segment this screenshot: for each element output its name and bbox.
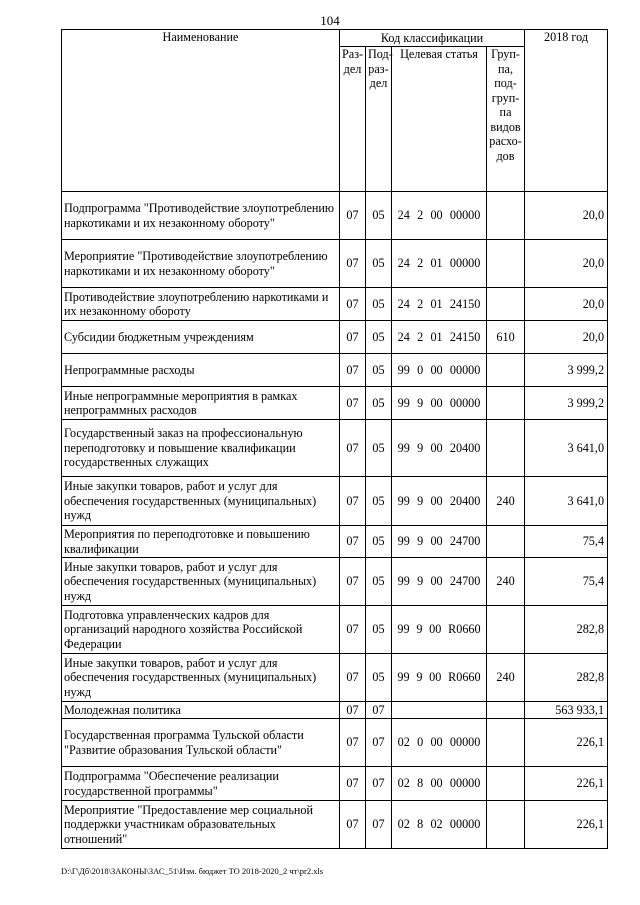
- row-target: [392, 719, 487, 767]
- row-amount: 3 641,0: [525, 477, 608, 526]
- row-target-part: 02: [430, 817, 443, 832]
- row-name: Мероприятие "Предоставление мер социальной поддержки участникам образовательных отношений": [62, 801, 340, 849]
- row-name: Государственный заказ на профессиональную переподготовку и повышение квалификации государственных служащих: [62, 420, 340, 477]
- row-amount: 20,0: [525, 192, 608, 240]
- row-target-part: 02: [397, 735, 410, 750]
- row-target-part: 00000: [449, 256, 481, 271]
- row-target-part: 00: [430, 574, 443, 589]
- row-target-part: 20400: [449, 493, 481, 508]
- row-target-part: 99: [397, 362, 410, 377]
- footer-file-path: D:\Г\Дб\2018\ЗАКОНЫ\ЗАС_51\Изм. бюджет ТО 2018-2020_2 чт\pr2.xls: [61, 866, 324, 876]
- row-section: 07: [340, 801, 366, 849]
- row-target-part: 00: [430, 440, 443, 455]
- row-target: [392, 702, 487, 719]
- row-target: [392, 526, 487, 558]
- row-name: Непрограммные расходы: [62, 354, 340, 387]
- row-subsection: 05: [366, 288, 392, 321]
- row-subsection: 05: [366, 192, 392, 240]
- row-target-part: 24: [397, 329, 410, 344]
- row-name: Подпрограмма "Обеспечение реализации государственной программы": [62, 767, 340, 801]
- row-name: Молодежная политика: [62, 702, 340, 719]
- table-row: [62, 477, 608, 526]
- row-target-part: 00: [430, 395, 443, 410]
- row-group: 240: [487, 654, 525, 702]
- row-target-part: 00000: [449, 208, 481, 223]
- row-subsection: 05: [366, 420, 392, 477]
- row-target-part: 0: [417, 735, 424, 750]
- row-target-part: 24150: [449, 329, 481, 344]
- row-section: 07: [340, 192, 366, 240]
- row-section: 07: [340, 321, 366, 354]
- row-target-part: 2: [417, 296, 424, 311]
- row-amount: 226,1: [525, 767, 608, 801]
- header-name: Наименование: [62, 30, 340, 192]
- row-section: 07: [340, 606, 366, 654]
- row-group: [487, 767, 525, 801]
- row-target: [392, 767, 487, 801]
- row-group: [487, 240, 525, 288]
- row-target-part: 02: [397, 776, 410, 791]
- row-target-part: 24150: [449, 296, 481, 311]
- row-subsection: 05: [366, 387, 392, 420]
- row-target-part: 00000: [449, 776, 481, 791]
- row-target-part: 00000: [449, 817, 481, 832]
- row-name: Мероприятия по переподготовке и повышению квалификации: [62, 526, 340, 558]
- row-target: [392, 240, 487, 288]
- row-target: [392, 321, 487, 354]
- header-target: Целевая статья: [392, 47, 487, 192]
- row-group: [487, 420, 525, 477]
- row-target-part: 9: [417, 574, 424, 589]
- header-group: Груп- па, под- груп- па видов расхо- дов: [487, 47, 525, 192]
- page-number: 104: [320, 13, 340, 28]
- table-row: [62, 801, 608, 849]
- row-section: 07: [340, 526, 366, 558]
- row-group: [487, 387, 525, 420]
- row-group: 240: [487, 558, 525, 606]
- row-target-part: 00000: [449, 362, 481, 377]
- row-target: [392, 288, 487, 321]
- row-group: [487, 719, 525, 767]
- row-subsection: 05: [366, 477, 392, 526]
- table-row: [62, 526, 608, 558]
- row-target-part: 8: [417, 817, 424, 832]
- row-target-part: 9: [417, 534, 424, 549]
- row-target-part: 00: [430, 776, 443, 791]
- row-target-part: 00: [430, 362, 443, 377]
- row-target: [392, 354, 487, 387]
- header-subsection: Под- раз- дел: [366, 47, 392, 192]
- row-target-part: 9: [417, 395, 424, 410]
- row-target-part: 2: [417, 256, 424, 271]
- row-section: 07: [340, 558, 366, 606]
- row-target-part: 99: [397, 534, 410, 549]
- row-target-part: 9: [417, 440, 424, 455]
- row-target-part: 0: [417, 362, 424, 377]
- row-section: 07: [340, 288, 366, 321]
- row-name: Государственная программа Тульской области "Развитие образования Тульской области": [62, 719, 340, 767]
- row-target: [392, 606, 487, 654]
- row-target-part: 01: [430, 329, 443, 344]
- row-amount: 3 999,2: [525, 387, 608, 420]
- row-amount: 3 641,0: [525, 420, 608, 477]
- row-group: [487, 288, 525, 321]
- row-target-part: 99: [397, 670, 410, 685]
- table-row: [62, 321, 608, 354]
- row-target-part: 01: [430, 256, 443, 271]
- row-target-part: 99: [397, 574, 410, 589]
- row-name: Подпрограмма "Противодействие злоупотреблению наркотиками и их незаконному обороту": [62, 192, 340, 240]
- row-amount: 20,0: [525, 321, 608, 354]
- row-section: 07: [340, 767, 366, 801]
- row-target-part: R0660: [448, 670, 481, 685]
- table-row: [62, 702, 608, 719]
- row-name: Иные непрограммные мероприятия в рамках непрограммных расходов: [62, 387, 340, 420]
- table-row: [62, 767, 608, 801]
- row-target-part: 20400: [449, 440, 481, 455]
- row-target-part: 01: [430, 296, 443, 311]
- table-row: [62, 719, 608, 767]
- row-amount: 563 933,1: [525, 702, 608, 719]
- row-target: [392, 477, 487, 526]
- row-target: [392, 420, 487, 477]
- row-subsection: 05: [366, 354, 392, 387]
- row-target-part: 9: [416, 622, 423, 637]
- row-target-part: 02: [397, 817, 410, 832]
- header-year: 2018 год: [525, 30, 608, 192]
- table-row: [62, 558, 608, 606]
- row-group: [487, 526, 525, 558]
- row-subsection: 07: [366, 719, 392, 767]
- row-target-part: 00: [430, 534, 443, 549]
- row-amount: 3 999,2: [525, 354, 608, 387]
- row-name: Мероприятие "Противодействие злоупотреблению наркотиками и их незаконному обороту": [62, 240, 340, 288]
- row-target-part: 00: [430, 735, 443, 750]
- row-subsection: 05: [366, 526, 392, 558]
- row-amount: 75,4: [525, 526, 608, 558]
- row-amount: 20,0: [525, 288, 608, 321]
- row-target-part: 00: [430, 208, 443, 223]
- row-target-part: 99: [397, 493, 410, 508]
- row-group: [487, 801, 525, 849]
- row-target-part: 00: [429, 670, 442, 685]
- row-target: [392, 192, 487, 240]
- row-target-part: 99: [397, 440, 410, 455]
- row-section: 07: [340, 240, 366, 288]
- row-target-part: 00: [429, 622, 442, 637]
- row-amount: 282,8: [525, 654, 608, 702]
- table-row: [62, 288, 608, 321]
- budget-table: [61, 29, 608, 849]
- table-row: [62, 387, 608, 420]
- row-subsection: 07: [366, 767, 392, 801]
- table-row: [62, 240, 608, 288]
- row-subsection: 05: [366, 654, 392, 702]
- row-target: [392, 801, 487, 849]
- table-row: [62, 354, 608, 387]
- row-target-part: 24: [397, 208, 410, 223]
- row-target-part: 99: [397, 622, 410, 637]
- row-section: 07: [340, 477, 366, 526]
- row-target-part: 24700: [449, 574, 481, 589]
- row-target: [392, 654, 487, 702]
- table-row: [62, 654, 608, 702]
- row-section: 07: [340, 420, 366, 477]
- row-target: [392, 558, 487, 606]
- row-section: 07: [340, 354, 366, 387]
- row-subsection: 05: [366, 240, 392, 288]
- row-amount: 226,1: [525, 719, 608, 767]
- row-group: [487, 354, 525, 387]
- row-subsection: 05: [366, 321, 392, 354]
- row-name: Противодействие злоупотреблению наркотиками и их незаконному обороту: [62, 288, 340, 321]
- row-subsection: 05: [366, 558, 392, 606]
- row-target-part: 8: [417, 776, 424, 791]
- row-group: [487, 702, 525, 719]
- row-target-part: 9: [416, 670, 423, 685]
- header-section: Раз- дел: [340, 47, 366, 192]
- row-subsection: 07: [366, 801, 392, 849]
- row-amount: 75,4: [525, 558, 608, 606]
- row-group: 610: [487, 321, 525, 354]
- row-name: Иные закупки товаров, работ и услуг для обеспечения государственных (муниципальных) нужд: [62, 477, 340, 526]
- row-section: 07: [340, 387, 366, 420]
- row-target-part: 2: [417, 329, 424, 344]
- row-subsection: 07: [366, 702, 392, 719]
- row-amount: 20,0: [525, 240, 608, 288]
- row-name: Подготовка управленческих кадров для организаций народного хозяйства Российской Федерации: [62, 606, 340, 654]
- row-amount: 282,8: [525, 606, 608, 654]
- row-target-part: 2: [417, 208, 424, 223]
- row-target-part: 00000: [449, 735, 481, 750]
- row-target-part: 00: [430, 493, 443, 508]
- row-name: Субсидии бюджетным учреждениям: [62, 321, 340, 354]
- row-section: 07: [340, 719, 366, 767]
- row-target-part: 9: [417, 493, 424, 508]
- row-section: 07: [340, 702, 366, 719]
- row-name: Иные закупки товаров, работ и услуг для обеспечения государственных (муниципальных) нужд: [62, 558, 340, 606]
- table-row: [62, 606, 608, 654]
- table-row: [62, 192, 608, 240]
- table-row: [62, 420, 608, 477]
- row-target-part: 00000: [449, 395, 481, 410]
- row-target-part: 24: [397, 296, 410, 311]
- table-body: [62, 192, 608, 849]
- row-group: [487, 606, 525, 654]
- row-target-part: 99: [397, 395, 410, 410]
- row-target-part: R0660: [448, 622, 481, 637]
- row-subsection: 05: [366, 606, 392, 654]
- header-classification: Код классификации: [340, 30, 525, 47]
- row-target-part: 24: [397, 256, 410, 271]
- row-target: [392, 387, 487, 420]
- row-section: 07: [340, 654, 366, 702]
- row-group: [487, 192, 525, 240]
- row-amount: 226,1: [525, 801, 608, 849]
- row-name: Иные закупки товаров, работ и услуг для обеспечения государственных (муниципальных) нужд: [62, 654, 340, 702]
- row-target-part: 24700: [449, 534, 481, 549]
- row-group: 240: [487, 477, 525, 526]
